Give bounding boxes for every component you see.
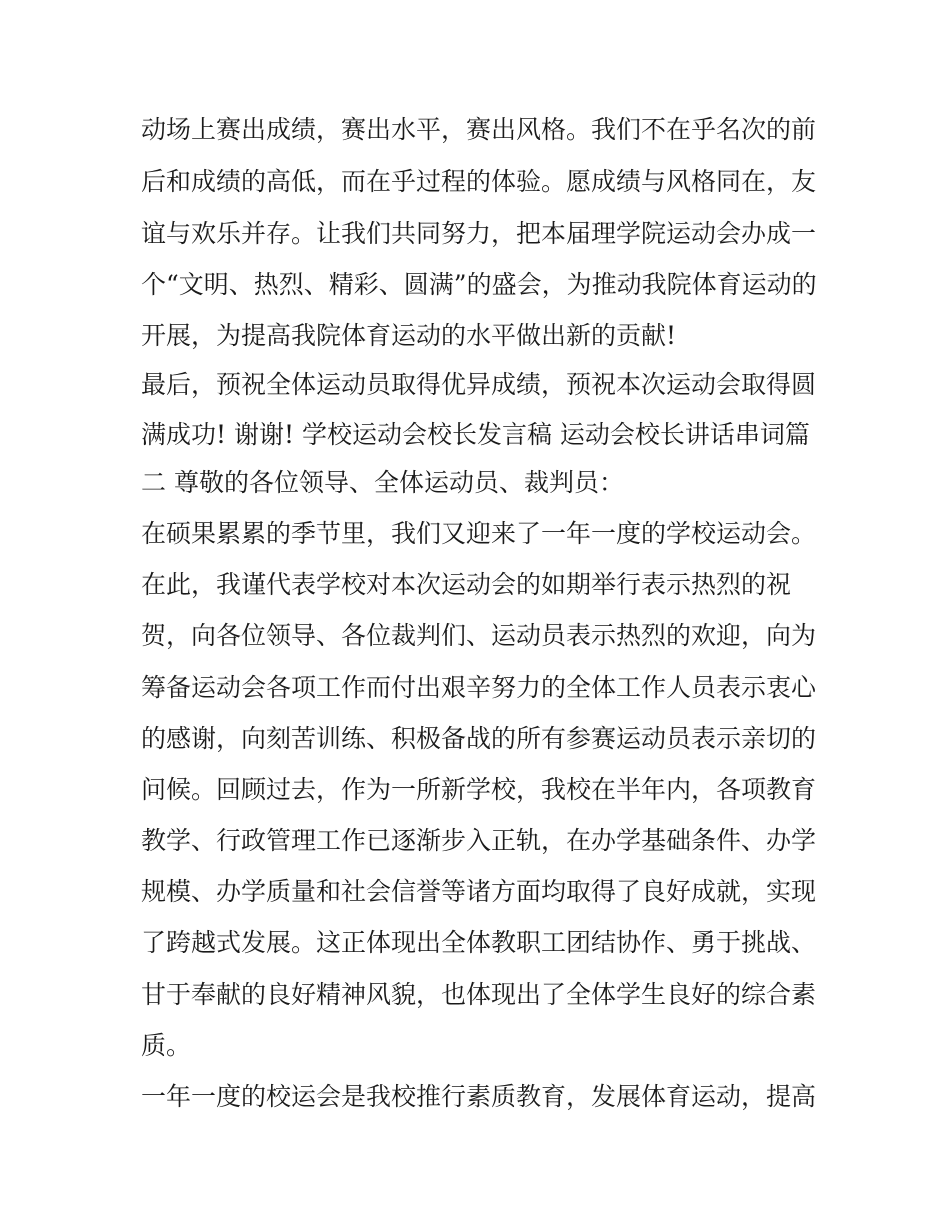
text-line: 开展，为提高我院体育运动的水平做出新的贡献!: [141, 321, 677, 350]
text-line: 最后，预祝全体运动员取得优异成绩，预祝本次运动会取得圆: [141, 370, 817, 399]
text-line: 了跨越式发展。这正体现出全体教职工团结协作、勇于挑战、: [141, 928, 817, 957]
text-line: 一年一度的校运会是我校推行素质教育，发展体育运动，提高: [141, 1082, 817, 1111]
text-line: 动场上赛出成绩，赛出水平，赛出风格。我们不在乎名次的前: [141, 115, 817, 144]
text-line: 谊与欢乐并存。让我们共同努力，把本届理学院运动会办成一: [141, 219, 817, 248]
text-line: 满成功! 谢谢! 学校运动会校长发言稿 运动会校长讲话串词篇: [141, 420, 810, 449]
text-line: 问候。回顾过去，作为一所新学校，我校在半年内，各项教育: [141, 775, 817, 804]
text-line: 二 尊敬的各位领导、全体运动员、裁判员：: [141, 468, 624, 497]
text-line: 后和成绩的高低，而在乎过程的体验。愿成绩与风格同在，友: [141, 167, 817, 196]
text-line: 甘于奉献的良好精神风貌，也体现出了全体学生良好的综合素: [141, 980, 817, 1009]
text-line: 在此，我谨代表学校对本次运动会的如期举行表示热烈的祝: [141, 570, 792, 599]
text-line: 在硕果累累的季节里，我们又迎来了一年一度的学校运动会。: [141, 519, 817, 548]
text-line: 筹备运动会各项工作而付出艰辛努力的全体工作人员表示衷心: [141, 673, 817, 702]
text-line: 教学、行政管理工作已逐渐步入正轨，在办学基础条件、办学: [141, 826, 817, 855]
text-line: 个“文明、热烈、精彩、圆满”的盛会，为推动我院体育运动的: [141, 270, 817, 299]
text-line: 质。: [141, 1031, 192, 1060]
text-line: 规模、办学质量和社会信誉等诸方面均取得了良好成就，实现: [141, 877, 817, 906]
text-line: 的感谢，向刻苦训练、积极备战的所有参赛运动员表示亲切的: [141, 724, 817, 753]
text-line: 贺，向各位领导、各位裁判们、运动员表示热烈的欢迎，向为: [141, 621, 817, 650]
